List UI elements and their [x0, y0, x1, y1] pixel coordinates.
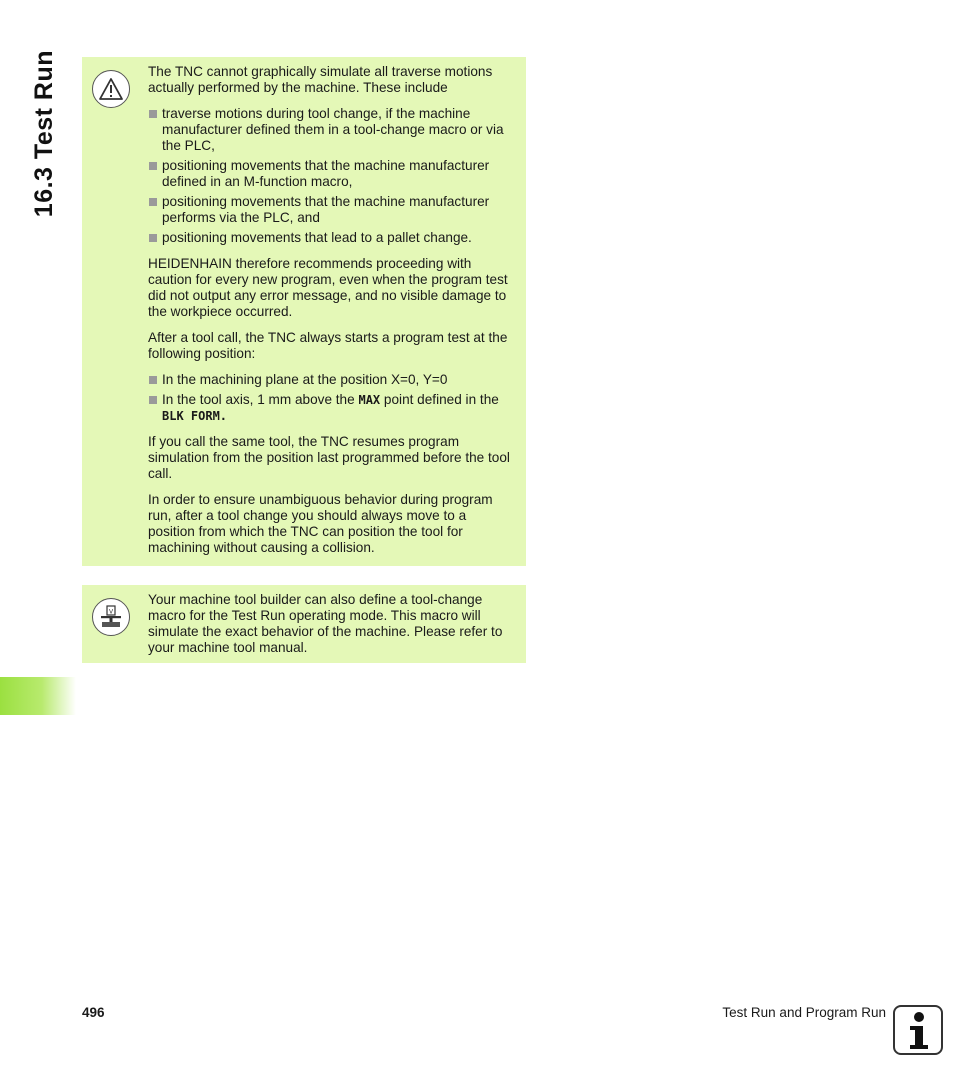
- chapter-tab-marker: [0, 677, 76, 715]
- warning-note: [82, 57, 526, 566]
- list-item: [148, 392, 514, 424]
- machine-note-text: Your machine tool builder can also define a tool-change macro for the Test Run operating mode. This macro will simulate the exact behavior of the machine. Please refer to your machine tool manual.: [148, 592, 503, 655]
- list-item-text: point defined in the: [380, 392, 499, 407]
- list-item: positioning movements that the machine manufacturer performs via the PLC, and: [148, 194, 514, 226]
- list-item: positioning movements that the machine manufacturer defined in an M-function macro,: [148, 158, 514, 190]
- svg-text:V: V: [108, 608, 114, 616]
- collision-paragraph: In order to ensure unambiguous behavior during program run, after a tool change you should always move to a position from which the TNC can position the tool for machining without causing a collision.: [148, 492, 493, 555]
- start-position-paragraph: After a tool call, the TNC always starts a program test at the following position:: [148, 330, 508, 361]
- code-max: MAX: [358, 393, 381, 407]
- code-blk-form: BLK FORM.: [162, 409, 228, 423]
- list-item-text: In the tool axis, 1 mm above the: [162, 392, 359, 407]
- section-title: 16.3 Test Run: [29, 50, 58, 218]
- recommendation-paragraph: HEIDENHAIN therefore recommends proceeding with caution for every new program, even when the program test did not output any error message, and no visible damage to the workpiece occurred.: [148, 256, 508, 319]
- warning-triangle-icon: [92, 70, 130, 108]
- traverse-motions-list: [148, 106, 514, 246]
- same-tool-paragraph: If you call the same tool, the TNC resumes program simulation from the position last programmed before the tool call.: [148, 434, 510, 481]
- list-item: traverse motions during tool change, if the machine manufacturer defined them in a tool-change macro or via the PLC,: [148, 106, 514, 154]
- chapter-title: Test Run and Program Run: [722, 1005, 886, 1020]
- list-item: In the machining plane at the position X=0, Y=0: [148, 372, 514, 388]
- section-title-vertical: [22, 50, 66, 220]
- machine-note: [82, 585, 526, 663]
- warning-intro: The TNC cannot graphically simulate all traverse motions actually performed by the machine. These include: [148, 64, 493, 95]
- machine-tool-icon: [92, 598, 130, 636]
- info-icon: [893, 1005, 943, 1055]
- start-position-list: [148, 372, 514, 424]
- page-number: 496: [82, 1005, 105, 1020]
- list-item: positioning movements that lead to a pallet change.: [148, 230, 514, 246]
